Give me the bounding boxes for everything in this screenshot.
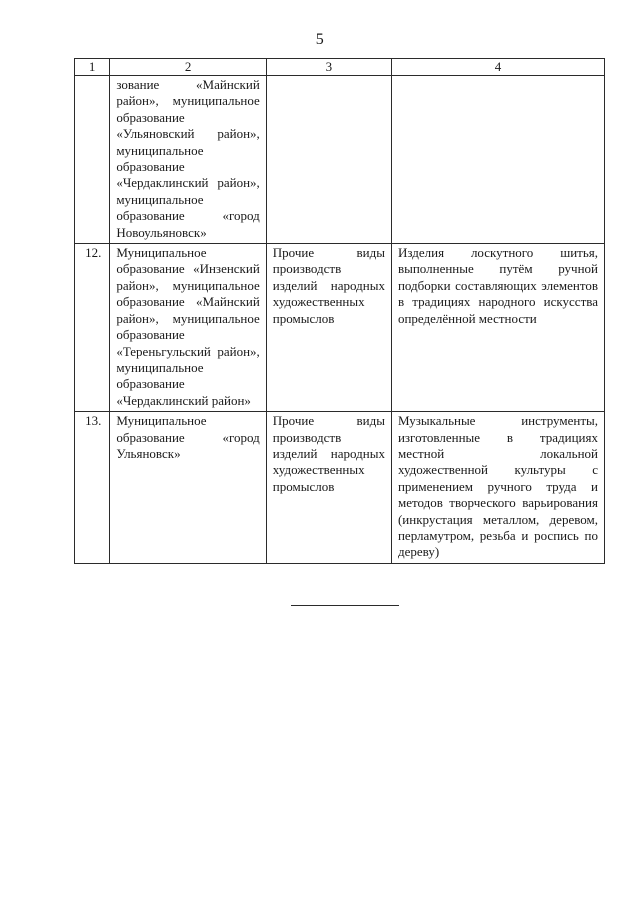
craft-type-cell: Прочие виды производств изделий народных художественных промыслов: [266, 244, 391, 412]
municipality-cell: Муниципальное образование «город Ульяновск»: [110, 412, 266, 564]
product-description-cell: [391, 76, 604, 244]
row-number: 12.: [75, 244, 110, 412]
table-header: [75, 59, 605, 76]
end-separator-line: [291, 605, 399, 606]
craft-type-cell: [266, 76, 391, 244]
craft-type-cell: Прочие виды производств изделий народных художественных промыслов: [266, 412, 391, 564]
product-description-cell: Музыкальные инструменты, изготовленные в традициях местной локальной художественной культуры с применением ручного труда и методов творческого варьирования (инкрустация металлом, деревом, перламутром, резьба и роспись по дереву): [391, 412, 604, 564]
registry-table: [74, 58, 605, 564]
page-number: 5: [315, 31, 325, 48]
header-col-3: 3: [266, 59, 391, 76]
row-number: [75, 76, 110, 244]
product-description-cell: Изделия лоскутного шитья, выполненные путём ручной подборки составляющих элементов в традициях народного искусства определённой местности: [391, 244, 604, 412]
municipality-cell: зование «Майнский район», муниципальное образование «Ульяновский район», муниципальное образование «Чердаклинский район», муниципальное образование «город Новоульяновск»: [110, 76, 266, 244]
header-col-4: 4: [391, 59, 604, 76]
row-number: 13.: [75, 412, 110, 564]
table-row: [75, 76, 605, 244]
header-col-2: 2: [110, 59, 266, 76]
municipality-cell: Муниципальное образование «Инзенский район», муниципальное образование «Майнский район», муниципальное образование «Тереньгульский район», муниципальное образование «Чердаклинский район»: [110, 244, 266, 412]
header-col-1: 1: [75, 59, 110, 76]
table-row: [75, 244, 605, 412]
table-row: [75, 412, 605, 564]
header-row: [75, 59, 605, 76]
